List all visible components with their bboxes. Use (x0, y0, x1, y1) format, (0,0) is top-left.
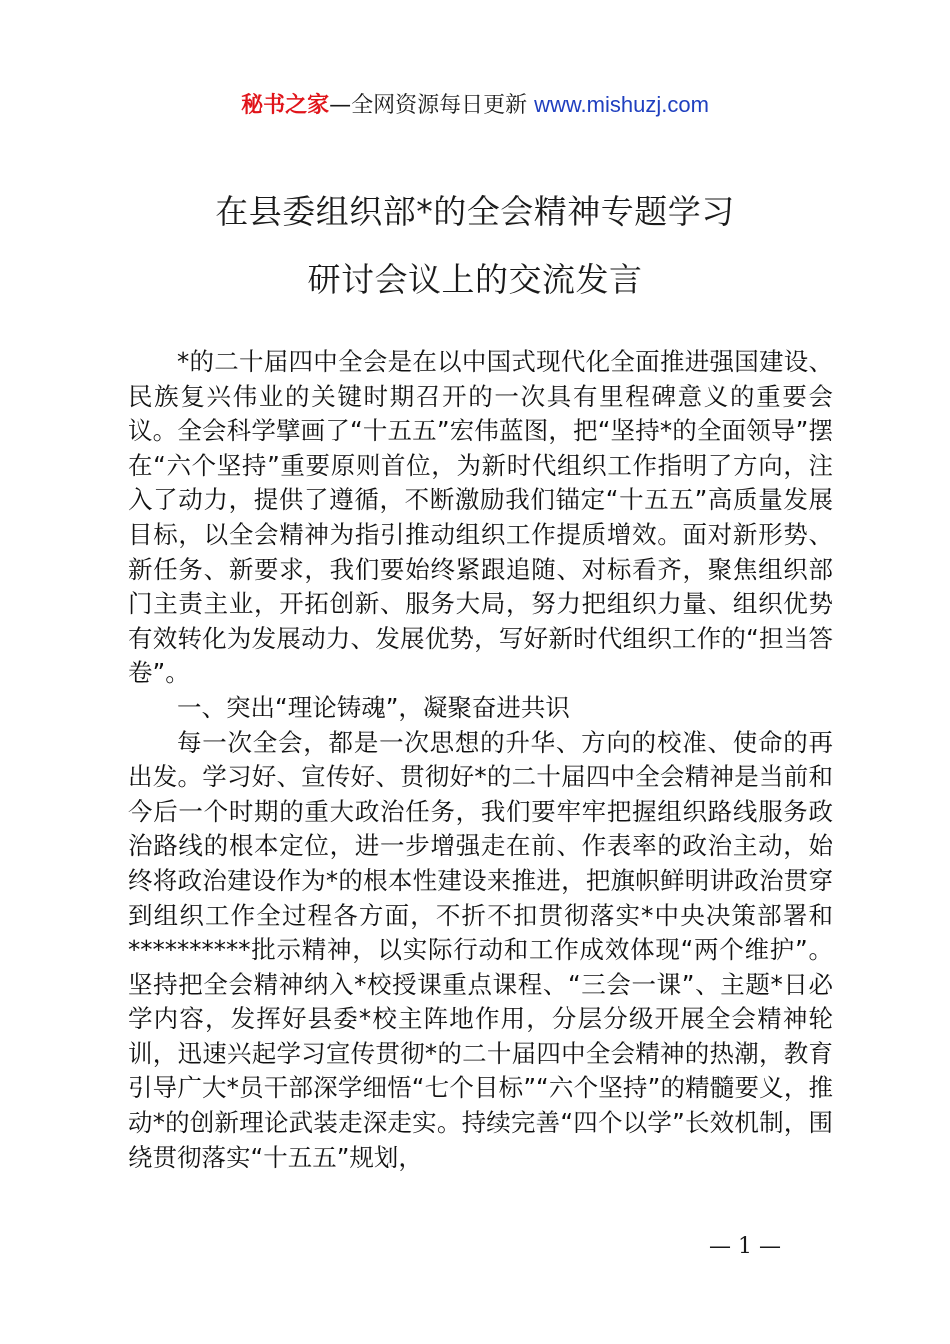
document-body (128, 345, 833, 1175)
document-title-line-2: 研讨会议上的交流发言 (307, 260, 643, 299)
document-title-line-1: 在县委组织部*的全会精神专题学习 (215, 192, 735, 231)
section-heading-1: 一、突出“理论铸魂”，凝聚奋进共识 (177, 692, 570, 722)
site-url-link[interactable]: www.mishuzj.com (534, 92, 709, 117)
site-header (0, 88, 950, 123)
site-brand: 秘书之家 (241, 93, 330, 118)
site-slogan: —全网资源每日更新 (329, 93, 535, 118)
paragraph-intro: *的二十届四中全会是在以中国式现代化全面推进强国建设、民族复兴伟业的关键时期召开的一次具有里程碑意义的重要会议。全会科学擘画了“十五五”宏伟蓝图，把“坚持*的全面领导”摆在“六个坚持”重要原则首位，为新时代组织工作指明了方向，注入了动力，提供了遵循，不断激励我们锚定“十五五”高质量发展目标，以全会精神为指引推动组织工作提质增效。面对新形势、新任务、新要求，我们要始终紧跟追随、对标看齐，聚焦组织部门主责主业，开拓创新、服务大局，努力把组织力量、组织优势有效转化为发展动力、发展优势，写好新时代组织工作的“担当答卷”。 (128, 347, 833, 688)
page-number: — 1 — (709, 1234, 781, 1259)
paragraph-section-1: 每一次全会，都是一次思想的升华、方向的校准、使命的再出发。学习好、宣传好、贯彻好*的二十届四中全会精神是当前和今后一个时期的重大政治任务，我们要牢牢把握组织路线服务政治路线的根本定位，进一步增强走在前、作表率的政治主动，始终将政治建设作为*的根本性建设来推进，把旗帜鲜明讲政治贯穿到组织工作全过程各方面，不折不扣贯彻落实*中央决策部署和**********批示精神，以实际行动和工作成效体现“两个维护”。坚持把全会精神纳入*校授课重点课程、“三会一课”、主题*日必学内容，发挥好县委*校主阵地作用，分层分级开展全会精神轮训，迅速兴起学习宣传贯彻*的二十届四中全会精神的热潮，教育引导广大*员干部深学细悟“七个目标”“六个坚持”的精髓要义，推动*的创新理论武装走深走实。持续完善“四个以学”长效机制，围绕贯彻落实“十五五”规划， (128, 727, 833, 1172)
